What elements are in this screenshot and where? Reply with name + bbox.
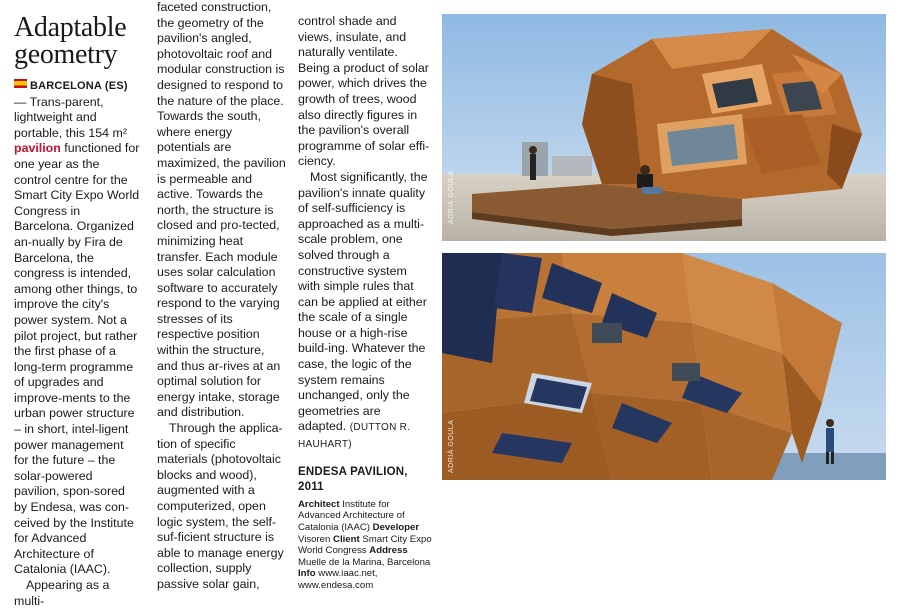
developer-label: Developer: [372, 522, 420, 533]
paragraph-3-start: Through the applica-tion of specific materials (photovoltaic blocks and wood), augmented with a computerized, open logic system, the self-suf-ficient structure is able to manage energy collection, supply passive solar gain,: [157, 421, 284, 591]
top-photo-credit: ADRIÀ GOULA: [448, 170, 455, 224]
architect-label: Architect: [298, 498, 340, 510]
info-value: www.iaac.net, www.endesa.com: [298, 568, 378, 591]
paragraph-4: [298, 170, 432, 453]
pavilion-photo-top-image: [442, 14, 886, 241]
address-label: Address: [369, 545, 408, 557]
dash: —: [14, 94, 30, 109]
developer-value: Visoren: [298, 533, 331, 545]
paragraph-2-start: Appearing as a multi-: [14, 578, 110, 608]
bottom-photo-credit: ADRIÀ GOULA: [448, 419, 455, 473]
spain-flag-icon: [14, 79, 27, 88]
location-label: BARCELONA (ES): [30, 80, 128, 92]
byline: (DUTTON R. HAUHART): [298, 422, 411, 451]
paragraph-2-continued: faceted construction, the geometry of the pavilion's angled, photovoltaic roof and modular construction is designed to respond to the nature of the place. Towards the south, where energy potentials are maximized, the pavilion is permeable and active. Towards the north, the structure is closed and pro-tected, minimizing heat transfer. Each module uses solar calculation software to accurately respond to the varying stresses of its respective position within the structure, and thus ar-rives at an optimal solution for energy intake, storage and distribution.: [157, 0, 286, 420]
pavilion-highlight: pavilion: [14, 141, 61, 156]
paragraph-4-text: Most significantly, the pavilion's innate quality of self-sufficiency is approached as a multi-scale problem, one solved through a constructive system with simple rules that can be applied at either the scale of a single house or a high-rise build-ing. Whatever the case, the logic of the system remains unchanged, only the geometries are adapted.: [298, 169, 428, 434]
pavilion-photo-bottom: [442, 253, 886, 480]
column-1: [14, 0, 140, 609]
paragraph-1: [14, 78, 140, 578]
info-label: Info: [298, 568, 316, 580]
paragraph-1-text-b: functioned for one year as the control centre for the Smart City Expo World Congress in Barcelona. Organized an-nually by Fira de Barcelona, the congress is intended, among other things, to improve the city's power system. Not a pilot project, but rather the first phase of a long-term programme of upgrades and improve-ments to the urban power structure – in short, intel-ligent power management for the future – the solar-powered pavilion, spon-sored by Endesa, was con-ceived by the Institute for Advanced Architecture of Catalonia (IAAC).: [14, 141, 140, 577]
address-value: Muelle de la Marina, Barcelona: [298, 556, 431, 568]
client-value: Smart City Expo World Congress: [298, 533, 432, 557]
pavilion-photo-top: [442, 14, 886, 241]
column-3: [298, 14, 432, 592]
paragraph-3-continued: control shade and views, insulate, and naturally ventilate. Being a product of solar power, which drives the growth of trees, wood also directly figures in the pavilion's overall programme of solar effi-ciency.: [298, 14, 430, 169]
paragraph-1-text-a: Trans-parent, lightweight and portable, this 154 m²: [14, 94, 127, 140]
pavilion-photo-bottom-image: [442, 253, 886, 480]
article-title: Adaptable geometry: [14, 12, 127, 70]
fact-box-heading: ENDESA PAVILION, 2011: [298, 465, 408, 494]
architect-value: Institute for Advanced Architecture of Catalonia (IAAC): [298, 498, 405, 533]
client-label: Client: [333, 533, 360, 545]
fact-box: [298, 499, 432, 592]
column-2: [157, 0, 287, 593]
